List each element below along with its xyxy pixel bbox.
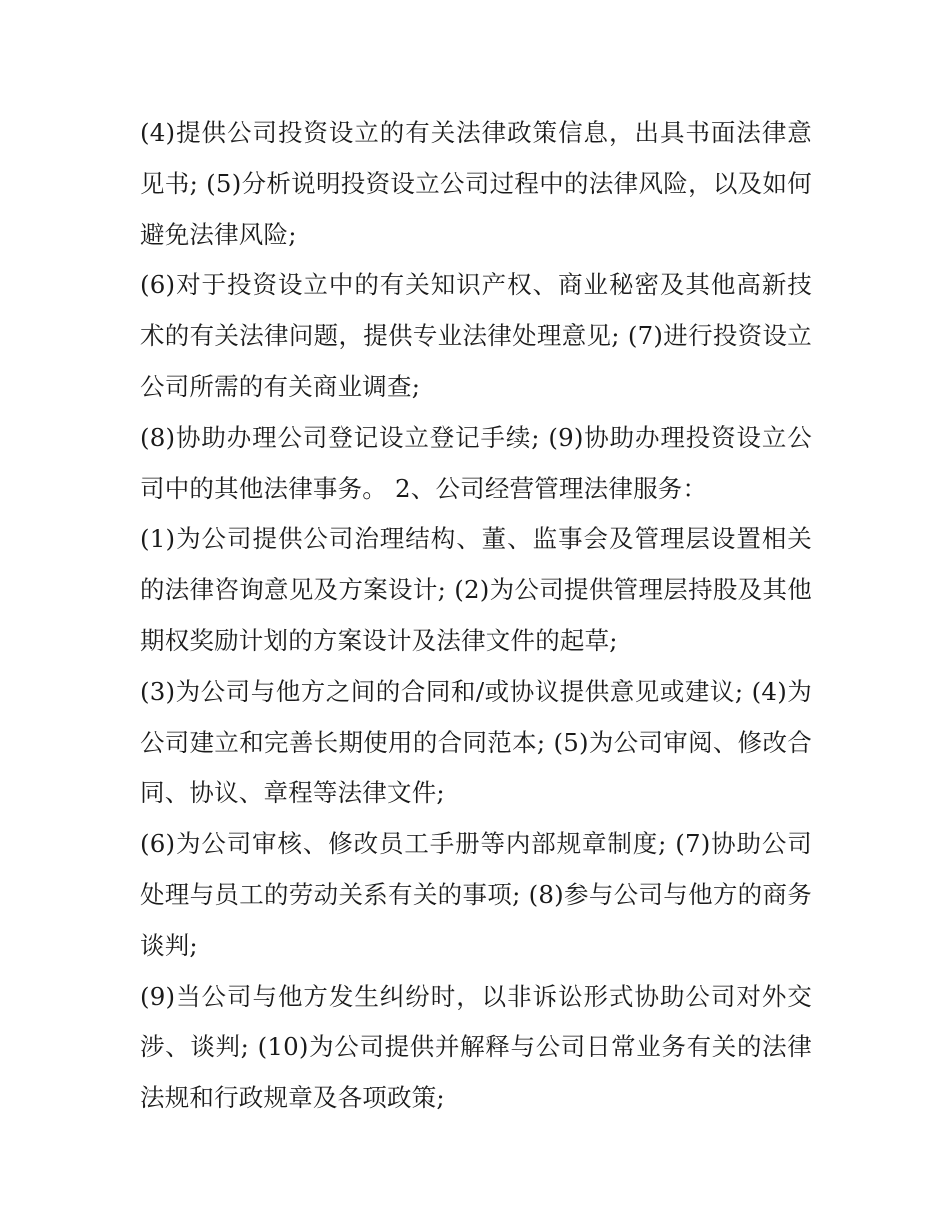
- paragraph-7: (9)当公司与他方发生纠纷时，以非诉讼形式协助公司对外交涉、谈判; (10)为公司提供并解释与公司日常业务有关的法律法规和行政规章及各项政策;: [140, 981, 812, 1113]
- paragraph-6: (6)为公司审核、修改员工手册等内部规章制度; (7)协助公司处理与员工的劳动关系有关的事项; (8)参与公司与他方的商务谈判;: [140, 829, 812, 960]
- paragraph-1: (4)提供公司投资设立的有关法律政策信息，出具书面法律意见书; (5)分析说明投资设立公司过程中的法律风险，以及如何避免法律风险;: [140, 118, 812, 249]
- paragraph-4: (1)为公司提供公司治理结构、董、监事会及管理层设置相关的法律咨询意见及方案设计; (2)为公司提供管理层持股及其他期权奖励计划的方案设计及法律文件的起草;: [140, 524, 812, 655]
- paragraph-2: (6)对于投资设立中的有关知识产权、商业秘密及其他高新技术的有关法律问题，提供专业法律处理意见; (7)进行投资设立公司所需的有关商业调查;: [140, 270, 812, 401]
- paragraph-5: (3)为公司与他方之间的合同和/或协议提供意见或建议; (4)为公司建立和完善长期使用的合同范本; (5)为公司审阅、修改合同、协议、章程等法律文件;: [140, 676, 812, 808]
- document-body: [140, 108, 812, 1124]
- paragraph-3: (8)协助办理公司登记设立登记手续; (9)协助办理投资设立公司中的其他法律事务。 2、公司经营管理法律服务：: [140, 422, 812, 503]
